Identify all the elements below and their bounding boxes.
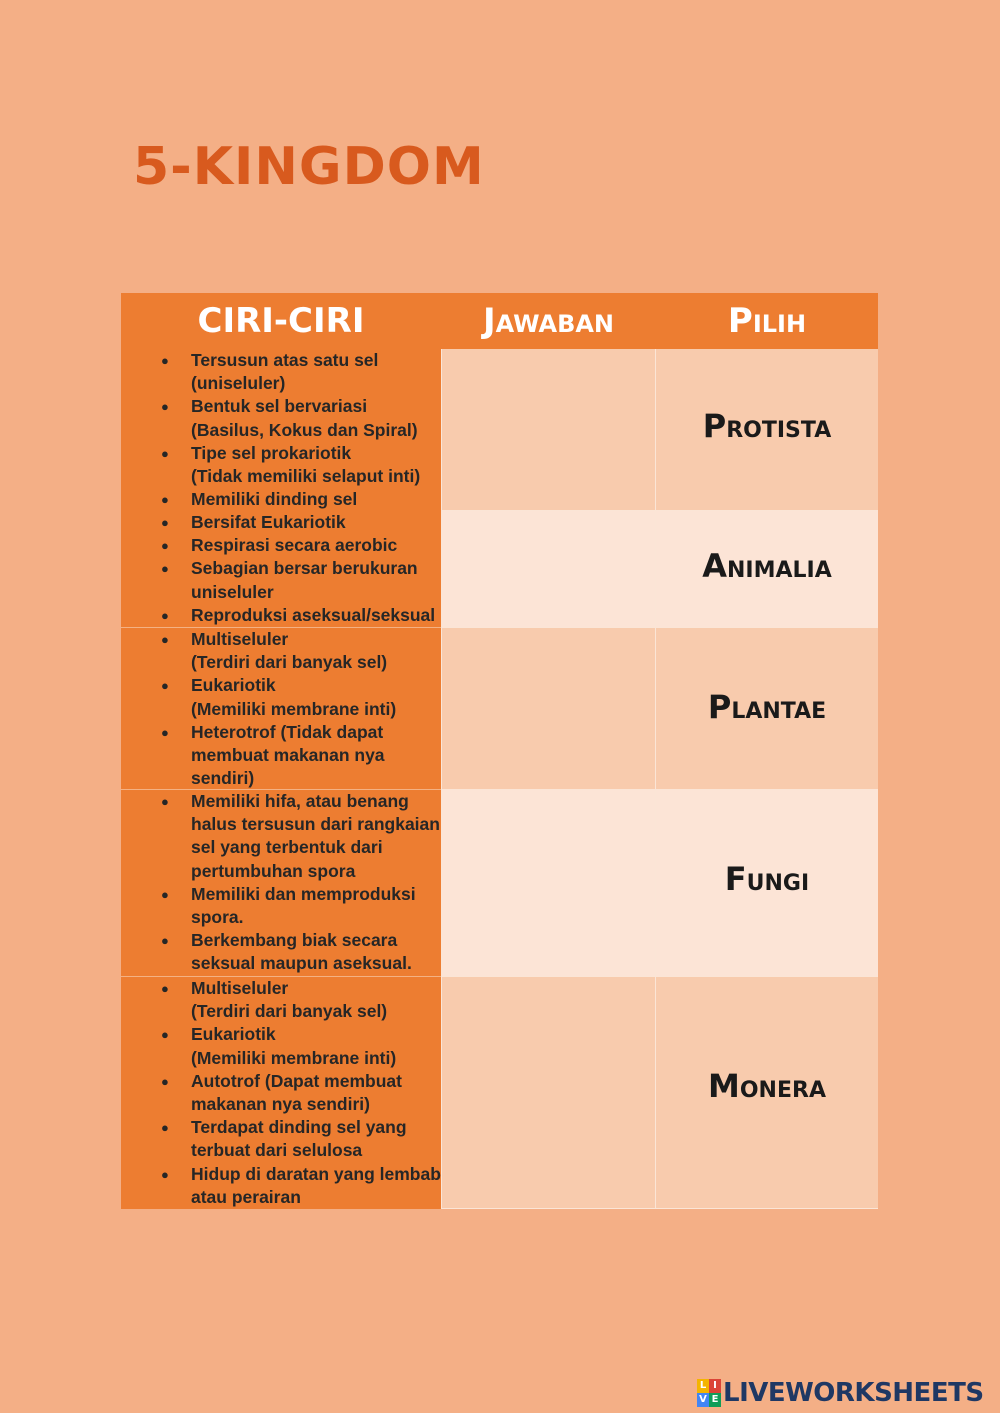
page-title: 5-KINGDOM — [133, 137, 485, 197]
choice-animalia[interactable]: Animalia — [702, 547, 832, 585]
ciri-item: ● Tersusun atas satu sel (uniseluler) — [121, 349, 441, 395]
ciri-item: ● Heterotrof (Tidak dapat membuat makanan nya sendiri) — [121, 721, 441, 791]
choice-monera[interactable]: Monera — [708, 1067, 826, 1105]
ciri-item: ● Memiliki hifa, atau benang halus tersusun dari rangkaian sel yang terbentuk dari pertumbuhan spora — [121, 790, 441, 883]
ciri-list-5 — [121, 977, 441, 1209]
answer-slot-4[interactable] — [442, 790, 655, 977]
ciri-item: ● Eukariotik (Memiliki membrane inti) — [121, 1023, 441, 1069]
ciri-list-2 — [121, 511, 441, 627]
logo-mark-icon — [697, 1379, 721, 1407]
header-jawaban: Jawaban — [441, 293, 656, 349]
ciri-item: ● Bersifat Eukariotik — [121, 511, 441, 534]
choice-plantae[interactable]: Plantae — [707, 688, 827, 726]
ciri-item: ● Autotrof (Dapat membuat makanan nya sendiri) — [121, 1070, 441, 1116]
answer-slot-3[interactable] — [442, 628, 655, 790]
choice-cell-1 — [656, 349, 878, 511]
ciri-item: ● Hidup di daratan yang lembab atau perairan — [121, 1163, 441, 1209]
ciri-item: ● Respirasi secara aerobic — [121, 534, 441, 557]
header-ciri: CIRI-CIRI — [121, 293, 441, 349]
choice-cell-3 — [656, 628, 878, 790]
ciri-item: ● Reproduksi aseksual/seksual — [121, 604, 441, 627]
choice-protista[interactable]: Protista — [702, 407, 832, 445]
logo-letter: E — [709, 1393, 721, 1407]
ciri-item: ● Tipe sel prokariotik (Tidak memiliki selaput inti) — [121, 442, 441, 488]
ciri-item: ● Multiseluler (Terdiri dari banyak sel) — [121, 628, 441, 674]
logo-text: LIVEWORKSHEETS — [723, 1378, 984, 1408]
ciri-list-1 — [121, 349, 441, 511]
ciri-item: ● Multiseluler (Terdiri dari banyak sel) — [121, 977, 441, 1023]
logo-letter: L — [697, 1379, 709, 1393]
header-pilih: Pilih — [656, 293, 878, 349]
choice-cell-4 — [656, 790, 878, 977]
answer-slot-5[interactable] — [442, 977, 655, 1209]
ciri-item: ● Memiliki dan memproduksi spora. — [121, 883, 441, 929]
ciri-item: ● Bentuk sel bervariasi (Basilus, Kokus dan Spiral) — [121, 395, 441, 441]
ciri-item: ● Terdapat dinding sel yang terbuat dari selulosa — [121, 1116, 441, 1162]
answer-slot-1[interactable] — [442, 349, 655, 511]
logo-letter: I — [709, 1379, 721, 1393]
ciri-item: ● Memiliki dinding sel — [121, 488, 441, 511]
answer-slot-2[interactable] — [442, 511, 655, 628]
ciri-item: ● Eukariotik (Memiliki membrane inti) — [121, 674, 441, 720]
divider — [655, 349, 656, 1209]
ciri-list-3 — [121, 628, 441, 790]
ciri-list-4 — [121, 790, 441, 976]
ciri-item: ● Berkembang biak secara seksual maupun aseksual. — [121, 929, 441, 975]
divider — [441, 349, 442, 1209]
choice-cell-2 — [656, 511, 878, 628]
choice-fungi[interactable]: Fungi — [724, 860, 810, 898]
logo-letter: V — [697, 1393, 709, 1407]
choice-cell-5 — [656, 977, 878, 1209]
ciri-item: ● Sebagian bersar berukuran uniseluler — [121, 557, 441, 603]
liveworksheets-logo — [697, 1376, 984, 1410]
